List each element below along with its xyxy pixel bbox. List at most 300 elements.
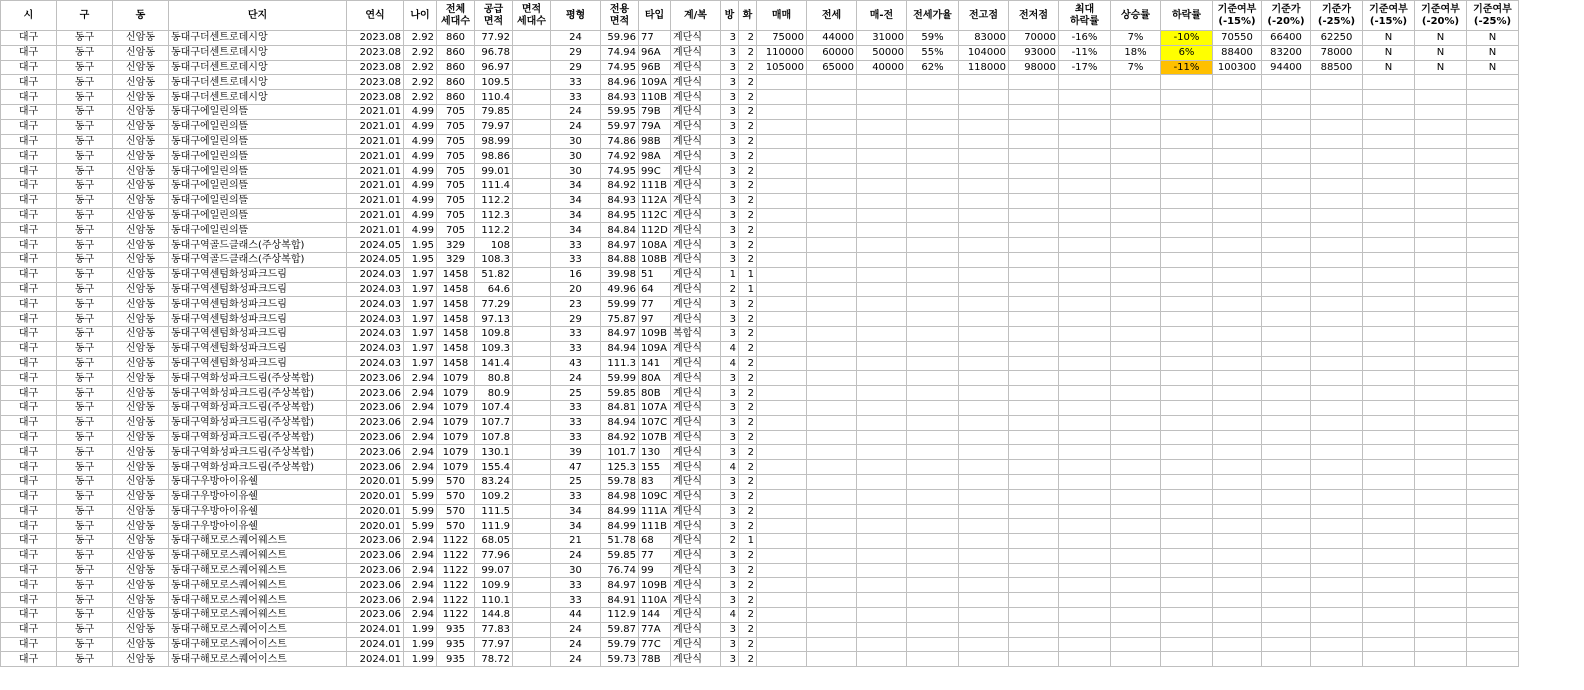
cell-gu[interactable]: 동구 bbox=[57, 474, 113, 489]
cell-max-drop[interactable] bbox=[1059, 356, 1111, 371]
cell-flag-15[interactable] bbox=[1213, 415, 1262, 430]
cell-price-25[interactable] bbox=[1311, 75, 1363, 90]
cell-flag-15[interactable] bbox=[1213, 563, 1262, 578]
cell-exclusive-area[interactable]: 84.97 bbox=[601, 578, 639, 593]
cell-supply-area[interactable]: 51.82 bbox=[475, 267, 513, 282]
cell-si[interactable]: 대구 bbox=[1, 474, 57, 489]
cell-jeonse-ratio[interactable] bbox=[907, 415, 959, 430]
cell-age[interactable]: 4.99 bbox=[404, 208, 437, 223]
cell-low[interactable] bbox=[1009, 312, 1059, 327]
cell-flag-25[interactable] bbox=[1467, 104, 1519, 119]
cell-baths[interactable]: 2 bbox=[739, 519, 757, 534]
cell-year[interactable]: 2023.08 bbox=[347, 45, 404, 60]
cell-area-households[interactable] bbox=[513, 578, 551, 593]
cell-rise-rate[interactable] bbox=[1111, 652, 1161, 667]
cell-max-drop[interactable] bbox=[1059, 119, 1111, 134]
cell-jeonse[interactable]: 60000 bbox=[807, 45, 857, 60]
cell-drop-rate[interactable] bbox=[1161, 474, 1213, 489]
cell-sale[interactable] bbox=[757, 90, 807, 105]
cell-exclusive-area[interactable]: 84.91 bbox=[601, 593, 639, 608]
cell-pyeong[interactable]: 33 bbox=[551, 75, 601, 90]
cell-low[interactable] bbox=[1009, 178, 1059, 193]
cell-flag-20[interactable] bbox=[1415, 90, 1467, 105]
cell-gap[interactable] bbox=[857, 312, 907, 327]
cell-price-20[interactable] bbox=[1262, 104, 1311, 119]
cell-baths[interactable]: 2 bbox=[739, 400, 757, 415]
cell-rise-rate[interactable] bbox=[1111, 489, 1161, 504]
cell-year[interactable]: 2024.03 bbox=[347, 326, 404, 341]
cell-rise-rate[interactable] bbox=[1111, 119, 1161, 134]
cell-gap[interactable] bbox=[857, 563, 907, 578]
cell-gu[interactable]: 동구 bbox=[57, 223, 113, 238]
cell-flag-15b[interactable] bbox=[1363, 445, 1415, 460]
cell-flag-20[interactable] bbox=[1415, 356, 1467, 371]
cell-flag-20[interactable] bbox=[1415, 400, 1467, 415]
cell-flag-15b[interactable] bbox=[1363, 415, 1415, 430]
cell-flag-15[interactable] bbox=[1213, 371, 1262, 386]
cell-jeonse-ratio[interactable] bbox=[907, 312, 959, 327]
cell-type[interactable]: 77A bbox=[639, 622, 671, 637]
cell-high[interactable] bbox=[959, 208, 1009, 223]
cell-pyeong[interactable]: 21 bbox=[551, 534, 601, 549]
cell-age[interactable]: 4.99 bbox=[404, 119, 437, 134]
cell-rooms[interactable]: 3 bbox=[721, 238, 739, 253]
cell-structure[interactable]: 계단식 bbox=[671, 371, 721, 386]
cell-type[interactable]: 108B bbox=[639, 252, 671, 267]
cell-flag-20[interactable] bbox=[1415, 622, 1467, 637]
cell-year[interactable]: 2021.01 bbox=[347, 149, 404, 164]
cell-exclusive-area[interactable]: 112.9 bbox=[601, 608, 639, 623]
cell-complex[interactable]: 동대구해모로스퀘어이스트 bbox=[169, 622, 347, 637]
cell-flag-20[interactable] bbox=[1415, 519, 1467, 534]
cell-supply-area[interactable]: 80.8 bbox=[475, 371, 513, 386]
cell-sale[interactable] bbox=[757, 312, 807, 327]
cell-type[interactable]: 96A bbox=[639, 45, 671, 60]
column-header-sale[interactable]: 매매 bbox=[757, 1, 807, 31]
cell-households[interactable]: 1079 bbox=[437, 460, 475, 475]
cell-year[interactable]: 2021.01 bbox=[347, 119, 404, 134]
cell-jeonse[interactable] bbox=[807, 489, 857, 504]
cell-high[interactable] bbox=[959, 474, 1009, 489]
cell-supply-area[interactable]: 97.13 bbox=[475, 312, 513, 327]
cell-flag-20[interactable]: N bbox=[1415, 60, 1467, 75]
column-header-price-20[interactable]: 기준가 (-20%) bbox=[1262, 1, 1311, 31]
cell-exclusive-area[interactable]: 125.3 bbox=[601, 460, 639, 475]
cell-baths[interactable]: 2 bbox=[739, 578, 757, 593]
cell-flag-20[interactable] bbox=[1415, 489, 1467, 504]
cell-jeonse-ratio[interactable] bbox=[907, 75, 959, 90]
cell-jeonse-ratio[interactable] bbox=[907, 193, 959, 208]
cell-pyeong[interactable]: 34 bbox=[551, 504, 601, 519]
cell-baths[interactable]: 2 bbox=[739, 474, 757, 489]
cell-gu[interactable]: 동구 bbox=[57, 637, 113, 652]
cell-drop-rate[interactable] bbox=[1161, 297, 1213, 312]
cell-rise-rate[interactable] bbox=[1111, 104, 1161, 119]
cell-drop-rate[interactable] bbox=[1161, 489, 1213, 504]
cell-rooms[interactable]: 3 bbox=[721, 178, 739, 193]
cell-max-drop[interactable] bbox=[1059, 164, 1111, 179]
cell-type[interactable]: 144 bbox=[639, 608, 671, 623]
cell-structure[interactable]: 계단식 bbox=[671, 267, 721, 282]
cell-exclusive-area[interactable]: 74.92 bbox=[601, 149, 639, 164]
cell-rooms[interactable]: 3 bbox=[721, 504, 739, 519]
cell-age[interactable]: 2.94 bbox=[404, 386, 437, 401]
cell-flag-20[interactable] bbox=[1415, 593, 1467, 608]
cell-flag-15b[interactable] bbox=[1363, 312, 1415, 327]
cell-flag-15b[interactable] bbox=[1363, 326, 1415, 341]
cell-exclusive-area[interactable]: 111.3 bbox=[601, 356, 639, 371]
cell-si[interactable]: 대구 bbox=[1, 119, 57, 134]
cell-year[interactable]: 2024.01 bbox=[347, 652, 404, 667]
cell-exclusive-area[interactable]: 84.93 bbox=[601, 193, 639, 208]
cell-complex[interactable]: 동대구역화성파크드림(주상복합) bbox=[169, 430, 347, 445]
cell-households[interactable]: 1458 bbox=[437, 326, 475, 341]
cell-rise-rate[interactable]: 7% bbox=[1111, 31, 1161, 46]
cell-flag-25[interactable] bbox=[1467, 164, 1519, 179]
cell-high[interactable] bbox=[959, 341, 1009, 356]
cell-area-households[interactable] bbox=[513, 252, 551, 267]
cell-price-25[interactable] bbox=[1311, 637, 1363, 652]
cell-si[interactable]: 대구 bbox=[1, 31, 57, 46]
cell-jeonse-ratio[interactable] bbox=[907, 104, 959, 119]
column-header-flag-25[interactable]: 기준여부 (-25%) bbox=[1467, 1, 1519, 31]
cell-sale[interactable] bbox=[757, 341, 807, 356]
cell-max-drop[interactable] bbox=[1059, 326, 1111, 341]
cell-area-households[interactable] bbox=[513, 223, 551, 238]
cell-low[interactable] bbox=[1009, 622, 1059, 637]
cell-supply-area[interactable]: 79.85 bbox=[475, 104, 513, 119]
cell-flag-25[interactable] bbox=[1467, 297, 1519, 312]
cell-exclusive-area[interactable]: 84.81 bbox=[601, 400, 639, 415]
cell-rise-rate[interactable] bbox=[1111, 178, 1161, 193]
cell-si[interactable]: 대구 bbox=[1, 341, 57, 356]
cell-area-households[interactable] bbox=[513, 149, 551, 164]
cell-price-25[interactable] bbox=[1311, 622, 1363, 637]
cell-high[interactable] bbox=[959, 489, 1009, 504]
cell-type[interactable]: 68 bbox=[639, 534, 671, 549]
column-header-flag-15[interactable]: 기준여부 (-15%) bbox=[1213, 1, 1262, 31]
cell-flag-25[interactable] bbox=[1467, 652, 1519, 667]
cell-flag-25[interactable] bbox=[1467, 312, 1519, 327]
cell-pyeong[interactable]: 24 bbox=[551, 622, 601, 637]
cell-price-25[interactable] bbox=[1311, 356, 1363, 371]
cell-households[interactable]: 935 bbox=[437, 652, 475, 667]
cell-price-25[interactable]: 62250 bbox=[1311, 31, 1363, 46]
cell-si[interactable]: 대구 bbox=[1, 104, 57, 119]
cell-price-25[interactable] bbox=[1311, 415, 1363, 430]
cell-rooms[interactable]: 3 bbox=[721, 326, 739, 341]
cell-jeonse[interactable] bbox=[807, 164, 857, 179]
cell-flag-15[interactable] bbox=[1213, 119, 1262, 134]
cell-type[interactable]: 112C bbox=[639, 208, 671, 223]
cell-flag-25[interactable]: N bbox=[1467, 45, 1519, 60]
cell-households[interactable]: 705 bbox=[437, 178, 475, 193]
cell-price-20[interactable] bbox=[1262, 371, 1311, 386]
cell-flag-15b[interactable] bbox=[1363, 356, 1415, 371]
cell-year[interactable]: 2023.08 bbox=[347, 90, 404, 105]
cell-low[interactable] bbox=[1009, 297, 1059, 312]
cell-flag-25[interactable] bbox=[1467, 90, 1519, 105]
cell-households[interactable]: 1458 bbox=[437, 267, 475, 282]
cell-low[interactable] bbox=[1009, 430, 1059, 445]
cell-sale[interactable] bbox=[757, 489, 807, 504]
cell-price-20[interactable] bbox=[1262, 119, 1311, 134]
cell-gap[interactable] bbox=[857, 297, 907, 312]
cell-flag-15[interactable] bbox=[1213, 267, 1262, 282]
cell-baths[interactable]: 2 bbox=[739, 341, 757, 356]
cell-sale[interactable] bbox=[757, 178, 807, 193]
cell-dong[interactable]: 신암동 bbox=[113, 45, 169, 60]
cell-age[interactable]: 2.94 bbox=[404, 445, 437, 460]
cell-dong[interactable]: 신암동 bbox=[113, 297, 169, 312]
cell-drop-rate[interactable] bbox=[1161, 608, 1213, 623]
cell-type[interactable]: 77 bbox=[639, 297, 671, 312]
cell-flag-25[interactable] bbox=[1467, 563, 1519, 578]
cell-high[interactable] bbox=[959, 178, 1009, 193]
cell-rooms[interactable]: 3 bbox=[721, 119, 739, 134]
cell-exclusive-area[interactable]: 59.73 bbox=[601, 652, 639, 667]
cell-rise-rate[interactable] bbox=[1111, 593, 1161, 608]
cell-households[interactable]: 860 bbox=[437, 45, 475, 60]
cell-structure[interactable]: 계단식 bbox=[671, 489, 721, 504]
cell-drop-rate[interactable] bbox=[1161, 312, 1213, 327]
cell-type[interactable]: 99C bbox=[639, 164, 671, 179]
cell-flag-15b[interactable] bbox=[1363, 593, 1415, 608]
cell-si[interactable]: 대구 bbox=[1, 164, 57, 179]
cell-flag-25[interactable] bbox=[1467, 386, 1519, 401]
cell-flag-25[interactable] bbox=[1467, 178, 1519, 193]
cell-sale[interactable] bbox=[757, 134, 807, 149]
cell-type[interactable]: 83 bbox=[639, 474, 671, 489]
cell-supply-area[interactable]: 111.9 bbox=[475, 519, 513, 534]
column-header-gu[interactable]: 구 bbox=[57, 1, 113, 31]
cell-pyeong[interactable]: 33 bbox=[551, 430, 601, 445]
cell-dong[interactable]: 신암동 bbox=[113, 578, 169, 593]
cell-high[interactable] bbox=[959, 637, 1009, 652]
cell-gap[interactable] bbox=[857, 593, 907, 608]
cell-si[interactable]: 대구 bbox=[1, 534, 57, 549]
cell-flag-25[interactable] bbox=[1467, 445, 1519, 460]
cell-high[interactable] bbox=[959, 193, 1009, 208]
cell-flag-20[interactable] bbox=[1415, 223, 1467, 238]
cell-structure[interactable]: 계단식 bbox=[671, 178, 721, 193]
cell-baths[interactable]: 2 bbox=[739, 90, 757, 105]
cell-gap[interactable] bbox=[857, 164, 907, 179]
cell-gu[interactable]: 동구 bbox=[57, 622, 113, 637]
cell-price-20[interactable] bbox=[1262, 622, 1311, 637]
cell-price-20[interactable] bbox=[1262, 75, 1311, 90]
cell-structure[interactable]: 계단식 bbox=[671, 341, 721, 356]
cell-exclusive-area[interactable]: 84.97 bbox=[601, 326, 639, 341]
cell-exclusive-area[interactable]: 59.85 bbox=[601, 548, 639, 563]
cell-type[interactable]: 110A bbox=[639, 593, 671, 608]
cell-gap[interactable] bbox=[857, 90, 907, 105]
cell-gu[interactable]: 동구 bbox=[57, 164, 113, 179]
cell-gu[interactable]: 동구 bbox=[57, 134, 113, 149]
cell-flag-15[interactable] bbox=[1213, 637, 1262, 652]
cell-rooms[interactable]: 4 bbox=[721, 460, 739, 475]
cell-price-25[interactable] bbox=[1311, 178, 1363, 193]
cell-type[interactable]: 109B bbox=[639, 578, 671, 593]
cell-high[interactable] bbox=[959, 593, 1009, 608]
cell-gap[interactable] bbox=[857, 415, 907, 430]
cell-supply-area[interactable]: 112.2 bbox=[475, 223, 513, 238]
cell-exclusive-area[interactable]: 84.94 bbox=[601, 341, 639, 356]
cell-rise-rate[interactable] bbox=[1111, 312, 1161, 327]
cell-flag-15[interactable] bbox=[1213, 460, 1262, 475]
cell-drop-rate[interactable] bbox=[1161, 415, 1213, 430]
cell-supply-area[interactable]: 77.92 bbox=[475, 31, 513, 46]
cell-gu[interactable]: 동구 bbox=[57, 445, 113, 460]
cell-max-drop[interactable] bbox=[1059, 460, 1111, 475]
cell-price-20[interactable] bbox=[1262, 519, 1311, 534]
cell-baths[interactable]: 1 bbox=[739, 282, 757, 297]
cell-complex[interactable]: 동대구해모로스퀘어웨스트 bbox=[169, 578, 347, 593]
cell-drop-rate[interactable] bbox=[1161, 252, 1213, 267]
cell-dong[interactable]: 신암동 bbox=[113, 652, 169, 667]
cell-baths[interactable]: 2 bbox=[739, 75, 757, 90]
cell-drop-rate[interactable] bbox=[1161, 519, 1213, 534]
cell-high[interactable] bbox=[959, 297, 1009, 312]
cell-price-20[interactable] bbox=[1262, 312, 1311, 327]
cell-gu[interactable]: 동구 bbox=[57, 31, 113, 46]
column-header-pyeong[interactable]: 평형 bbox=[551, 1, 601, 31]
cell-low[interactable] bbox=[1009, 415, 1059, 430]
cell-gap[interactable] bbox=[857, 104, 907, 119]
cell-area-households[interactable] bbox=[513, 608, 551, 623]
cell-sale[interactable] bbox=[757, 622, 807, 637]
cell-jeonse-ratio[interactable] bbox=[907, 608, 959, 623]
cell-complex[interactable]: 동대구해모로스퀘어웨스트 bbox=[169, 563, 347, 578]
cell-age[interactable]: 1.99 bbox=[404, 622, 437, 637]
cell-gu[interactable]: 동구 bbox=[57, 489, 113, 504]
cell-price-20[interactable] bbox=[1262, 267, 1311, 282]
cell-max-drop[interactable] bbox=[1059, 415, 1111, 430]
cell-supply-area[interactable]: 107.4 bbox=[475, 400, 513, 415]
cell-rise-rate[interactable] bbox=[1111, 400, 1161, 415]
cell-low[interactable] bbox=[1009, 149, 1059, 164]
cell-gu[interactable]: 동구 bbox=[57, 45, 113, 60]
cell-flag-25[interactable] bbox=[1467, 341, 1519, 356]
cell-supply-area[interactable]: 108 bbox=[475, 238, 513, 253]
cell-rise-rate[interactable] bbox=[1111, 460, 1161, 475]
cell-pyeong[interactable]: 25 bbox=[551, 474, 601, 489]
cell-baths[interactable]: 2 bbox=[739, 193, 757, 208]
cell-exclusive-area[interactable]: 59.96 bbox=[601, 31, 639, 46]
cell-flag-15[interactable] bbox=[1213, 341, 1262, 356]
cell-supply-area[interactable]: 141.4 bbox=[475, 356, 513, 371]
cell-flag-25[interactable] bbox=[1467, 637, 1519, 652]
cell-gap[interactable] bbox=[857, 489, 907, 504]
cell-dong[interactable]: 신암동 bbox=[113, 312, 169, 327]
cell-complex[interactable]: 동대구역화성파크드림(주상복합) bbox=[169, 371, 347, 386]
cell-sale[interactable] bbox=[757, 267, 807, 282]
cell-gu[interactable]: 동구 bbox=[57, 593, 113, 608]
cell-flag-20[interactable] bbox=[1415, 282, 1467, 297]
cell-jeonse[interactable] bbox=[807, 460, 857, 475]
cell-year[interactable]: 2021.01 bbox=[347, 178, 404, 193]
cell-supply-area[interactable]: 107.7 bbox=[475, 415, 513, 430]
cell-high[interactable] bbox=[959, 460, 1009, 475]
cell-year[interactable]: 2023.06 bbox=[347, 460, 404, 475]
cell-jeonse-ratio[interactable] bbox=[907, 563, 959, 578]
cell-price-20[interactable]: 66400 bbox=[1262, 31, 1311, 46]
cell-households[interactable]: 705 bbox=[437, 164, 475, 179]
cell-flag-15b[interactable] bbox=[1363, 637, 1415, 652]
cell-jeonse-ratio[interactable] bbox=[907, 341, 959, 356]
cell-high[interactable] bbox=[959, 75, 1009, 90]
cell-sale[interactable] bbox=[757, 223, 807, 238]
cell-sale[interactable] bbox=[757, 208, 807, 223]
column-header-drop-rate[interactable]: 하락률 bbox=[1161, 1, 1213, 31]
cell-rise-rate[interactable] bbox=[1111, 371, 1161, 386]
cell-exclusive-area[interactable]: 59.97 bbox=[601, 119, 639, 134]
cell-low[interactable] bbox=[1009, 208, 1059, 223]
cell-drop-rate[interactable] bbox=[1161, 90, 1213, 105]
cell-jeonse[interactable] bbox=[807, 223, 857, 238]
cell-jeonse-ratio[interactable] bbox=[907, 149, 959, 164]
cell-low[interactable]: 70000 bbox=[1009, 31, 1059, 46]
cell-si[interactable]: 대구 bbox=[1, 593, 57, 608]
cell-pyeong[interactable]: 30 bbox=[551, 149, 601, 164]
cell-jeonse-ratio[interactable] bbox=[907, 238, 959, 253]
cell-flag-20[interactable] bbox=[1415, 149, 1467, 164]
cell-pyeong[interactable]: 24 bbox=[551, 652, 601, 667]
cell-exclusive-area[interactable]: 59.79 bbox=[601, 637, 639, 652]
cell-sale[interactable] bbox=[757, 164, 807, 179]
cell-price-20[interactable] bbox=[1262, 164, 1311, 179]
cell-year[interactable]: 2021.01 bbox=[347, 104, 404, 119]
cell-exclusive-area[interactable]: 59.87 bbox=[601, 622, 639, 637]
cell-flag-20[interactable] bbox=[1415, 312, 1467, 327]
cell-low[interactable] bbox=[1009, 548, 1059, 563]
cell-year[interactable]: 2024.01 bbox=[347, 637, 404, 652]
cell-sale[interactable] bbox=[757, 356, 807, 371]
cell-baths[interactable]: 2 bbox=[739, 563, 757, 578]
cell-supply-area[interactable]: 98.86 bbox=[475, 149, 513, 164]
cell-jeonse-ratio[interactable] bbox=[907, 578, 959, 593]
cell-gu[interactable]: 동구 bbox=[57, 341, 113, 356]
cell-gu[interactable]: 동구 bbox=[57, 430, 113, 445]
cell-baths[interactable]: 2 bbox=[739, 60, 757, 75]
cell-area-households[interactable] bbox=[513, 178, 551, 193]
cell-year[interactable]: 2024.03 bbox=[347, 356, 404, 371]
cell-drop-rate[interactable] bbox=[1161, 193, 1213, 208]
cell-price-20[interactable] bbox=[1262, 193, 1311, 208]
cell-rooms[interactable]: 3 bbox=[721, 622, 739, 637]
cell-area-households[interactable] bbox=[513, 386, 551, 401]
cell-supply-area[interactable]: 109.3 bbox=[475, 341, 513, 356]
cell-high[interactable] bbox=[959, 326, 1009, 341]
cell-gu[interactable]: 동구 bbox=[57, 178, 113, 193]
cell-drop-rate[interactable] bbox=[1161, 223, 1213, 238]
cell-structure[interactable]: 계단식 bbox=[671, 164, 721, 179]
cell-price-20[interactable] bbox=[1262, 652, 1311, 667]
cell-type[interactable]: 79A bbox=[639, 119, 671, 134]
cell-pyeong[interactable]: 34 bbox=[551, 208, 601, 223]
cell-complex[interactable]: 동대구우방아이유쉘 bbox=[169, 504, 347, 519]
cell-max-drop[interactable] bbox=[1059, 371, 1111, 386]
cell-sale[interactable] bbox=[757, 578, 807, 593]
cell-gap[interactable] bbox=[857, 223, 907, 238]
cell-flag-15b[interactable] bbox=[1363, 252, 1415, 267]
cell-gu[interactable]: 동구 bbox=[57, 208, 113, 223]
cell-low[interactable] bbox=[1009, 282, 1059, 297]
cell-jeonse-ratio[interactable] bbox=[907, 297, 959, 312]
cell-type[interactable]: 77C bbox=[639, 637, 671, 652]
cell-gu[interactable]: 동구 bbox=[57, 504, 113, 519]
cell-exclusive-area[interactable]: 59.95 bbox=[601, 104, 639, 119]
